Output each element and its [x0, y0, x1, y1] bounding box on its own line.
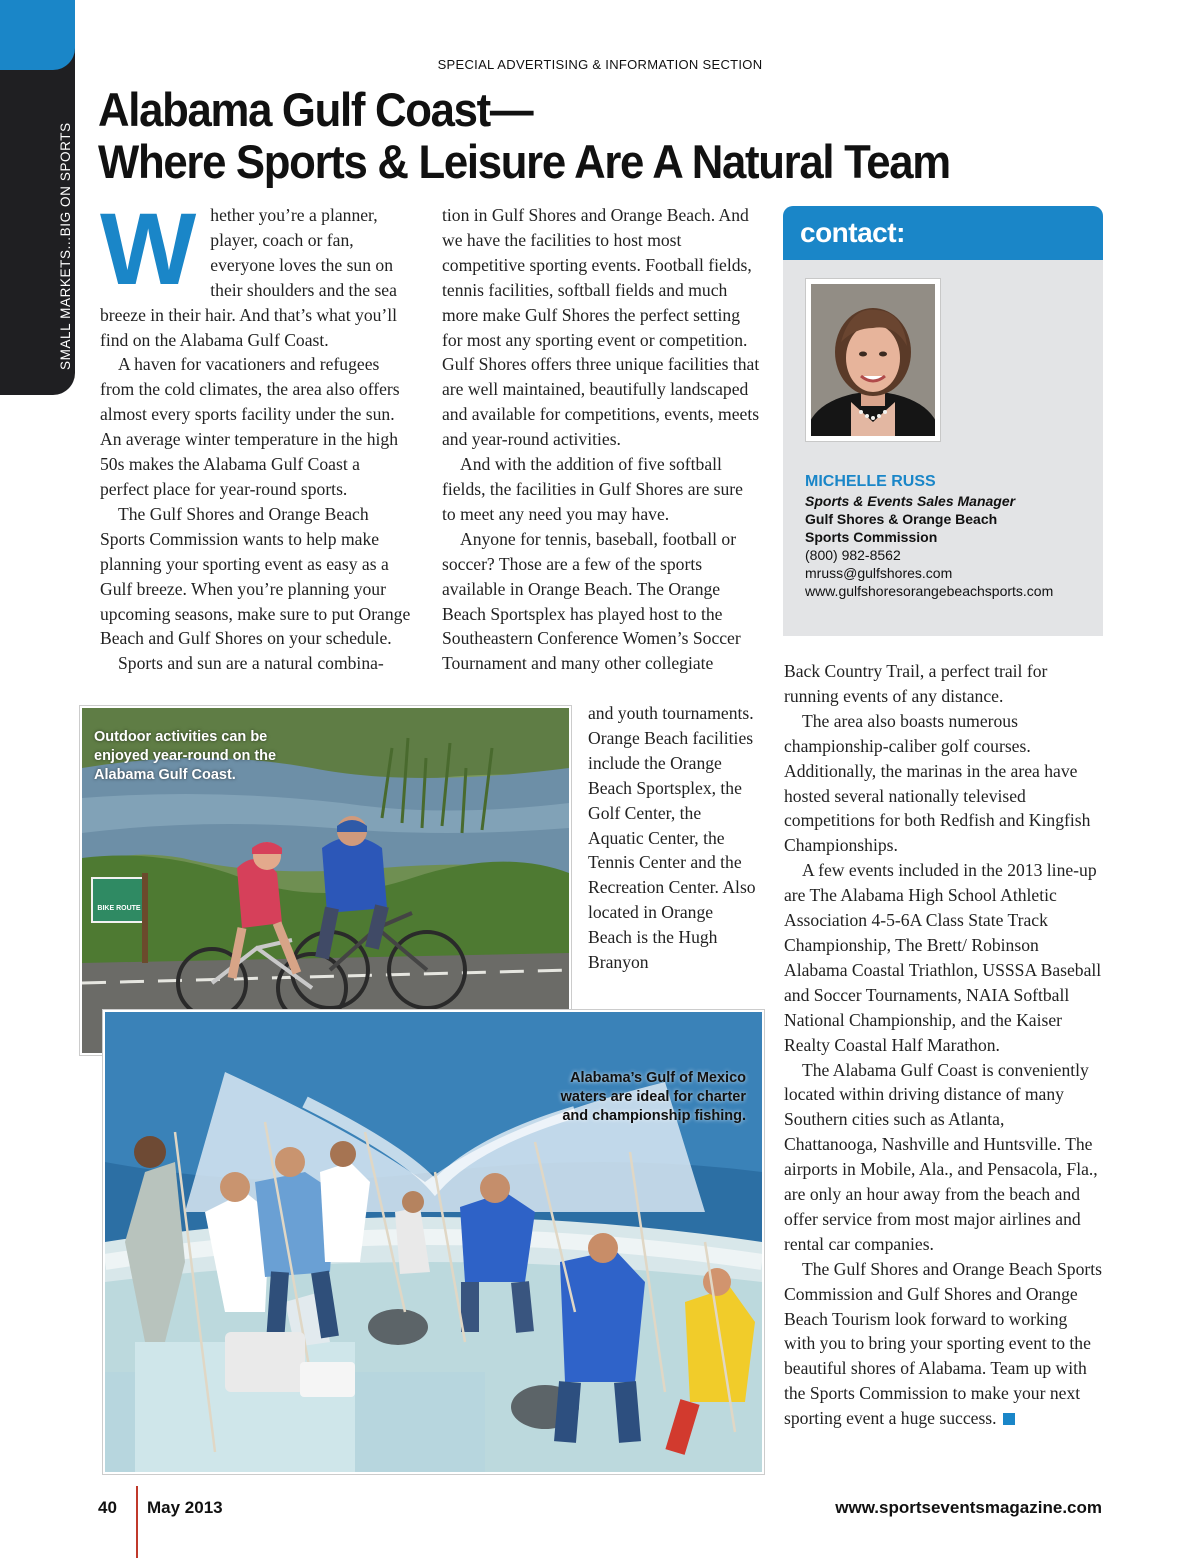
contact-org-line-1: Gulf Shores & Orange Beach	[805, 511, 998, 527]
paragraph: Back Country Trail, a perfect trail for running events of any distance.	[784, 661, 1048, 706]
paragraph: hether you’re a planner, player, coach or fan, everyone loves the sun on their shoulders and the sea breeze in their hair. And that’s what you’ll find on the Alabama Gulf Coast.	[100, 205, 398, 350]
contact-email[interactable]: mruss@gulfshores.com	[805, 565, 953, 581]
portrait-image	[811, 284, 935, 436]
article-column-2-continued	[588, 701, 760, 975]
contact-title: Sports & Events Sales Manager	[805, 493, 1016, 509]
paragraph: The Alabama Gulf Coast is conveniently located within driving distance of many Southern cities such as Atlanta, Chattanooga, Nashville and Huntsville. The airports in Mobile, Ala., and Pensacola, Fla., are only an hour away from the beach and offer service from most major airlines and rental car companies.	[784, 1059, 1098, 1254]
paragraph: The Gulf Shores and Orange Beach Sports Commission wants to help make planning your sporting event as easy as a Gulf breeze. When you’re planning your upcoming seasons, make sure to put Orange Beach and Gulf Shores on your schedule.	[100, 503, 411, 649]
contact-phone: (800) 982-8562	[805, 547, 901, 563]
contact-heading: contact:	[783, 206, 1103, 260]
bike-route-sign-text: BIKE ROUTE	[97, 905, 141, 912]
paragraph: A haven for vacationers and refugees from the cold climates, the area also offers almost every sports facility under the sun. An average winter temperature in the high 50s makes the Alabama Gulf Coast a perfect place for year-round sports.	[100, 354, 400, 499]
headline-line-1: Alabama Gulf Coast—	[98, 83, 533, 136]
issue-date: May 2013	[147, 1498, 223, 1517]
contact-website[interactable]: www.gulfshoresorangebeachsports.com	[805, 583, 1054, 599]
contact-name: MICHELLE RUSS	[805, 473, 936, 490]
paragraph	[784, 1257, 1102, 1431]
paragraph: tion in Gulf Shores and Orange Beach. And we have the facilities to host most competitive sporting events. Football fields, tennis facilities, softball fields and much more make Gulf Shores the perfect setting for most any sporting event or competition. Gulf Shores offers three unique facilities that are well maintained, beautifully landscaped and available for competitions, events, meets and year-round activities.	[442, 205, 760, 450]
end-mark-icon	[1003, 1413, 1015, 1425]
paragraph: The area also boasts numerous championship-caliber golf courses. Additionally, the marinas in the area have hosted several nationally televised competitions for both Redfish and Kingfish Championships.	[784, 710, 1091, 856]
magazine-url[interactable]: www.sportseventsmagazine.com	[835, 1498, 1102, 1517]
headline	[98, 84, 950, 188]
contact-portrait	[805, 278, 941, 442]
contact-box	[783, 206, 1103, 636]
article-column-3	[784, 659, 1102, 1431]
paragraph: and youth tournaments. Orange Beach facilities include the Orange Beach Sportsplex, the Golf Center, the Aquatic Center, the Tennis Center and the Recreation Center. Also located in Orange Beach is the Hugh Branyon	[588, 703, 756, 973]
paragraph: Sports and sun are a natural combina-	[118, 653, 384, 674]
paragraph: Anyone for tennis, baseball, football or soccer? Those are a few of the sports available in Orange Beach. The Orange Beach Sportsplex has played host to the Southeastern Conference Women’s Soccer Tournament and many other collegiate	[442, 528, 741, 674]
contact-info	[805, 472, 1053, 600]
side-tab-label: SMALL MARKETS...BIG ON SPORTS	[58, 122, 73, 370]
article-column-2	[442, 203, 760, 676]
section-label: SPECIAL ADVERTISING & INFORMATION SECTION	[437, 57, 763, 72]
paragraph: A few events included in the 2013 line-up are The Alabama High School Athletic Association 4-5-6A Class State Track Championship, The Brett/ Robinson Alabama Coastal Triathlon, USSSA Baseball and Soccer Tournaments, NAIA Softball National Championship, and the Kaiser Realty Coastal Half Marathon.	[784, 860, 1102, 1055]
paragraph-text: The Gulf Shores and Orange Beach Sports Commission and Gulf Shores and Orange Beach Tourism look forward to working with you to bring your sporting event to the beautiful shores of Alabama. Team up with the Sports Commission to make your next sporting event a huge success.	[784, 1258, 1102, 1429]
drop-cap: W	[100, 192, 197, 306]
photo-fishing-caption: Alabama’s Gulf of Mexico waters are ideal for charter and championship fishing.	[560, 1070, 746, 1124]
page-number: 40	[98, 1498, 117, 1517]
photo-fishing-boat	[103, 1010, 764, 1474]
article-column-1	[100, 192, 412, 676]
photo-cyclists	[80, 706, 571, 1055]
photo-cyclists-caption: Outdoor activities can be enjoyed year-round on the Alabama Gulf Coast.	[94, 729, 277, 783]
headline-line-2: Where Sports & Leisure Are A Natural Team	[98, 135, 950, 188]
contact-org-line-2: Sports Commission	[805, 529, 938, 545]
paragraph: And with the addition of five softball fields, the facilities in Gulf Shores are sure to meet any need you may have.	[442, 454, 743, 524]
footer-divider	[136, 1486, 138, 1558]
